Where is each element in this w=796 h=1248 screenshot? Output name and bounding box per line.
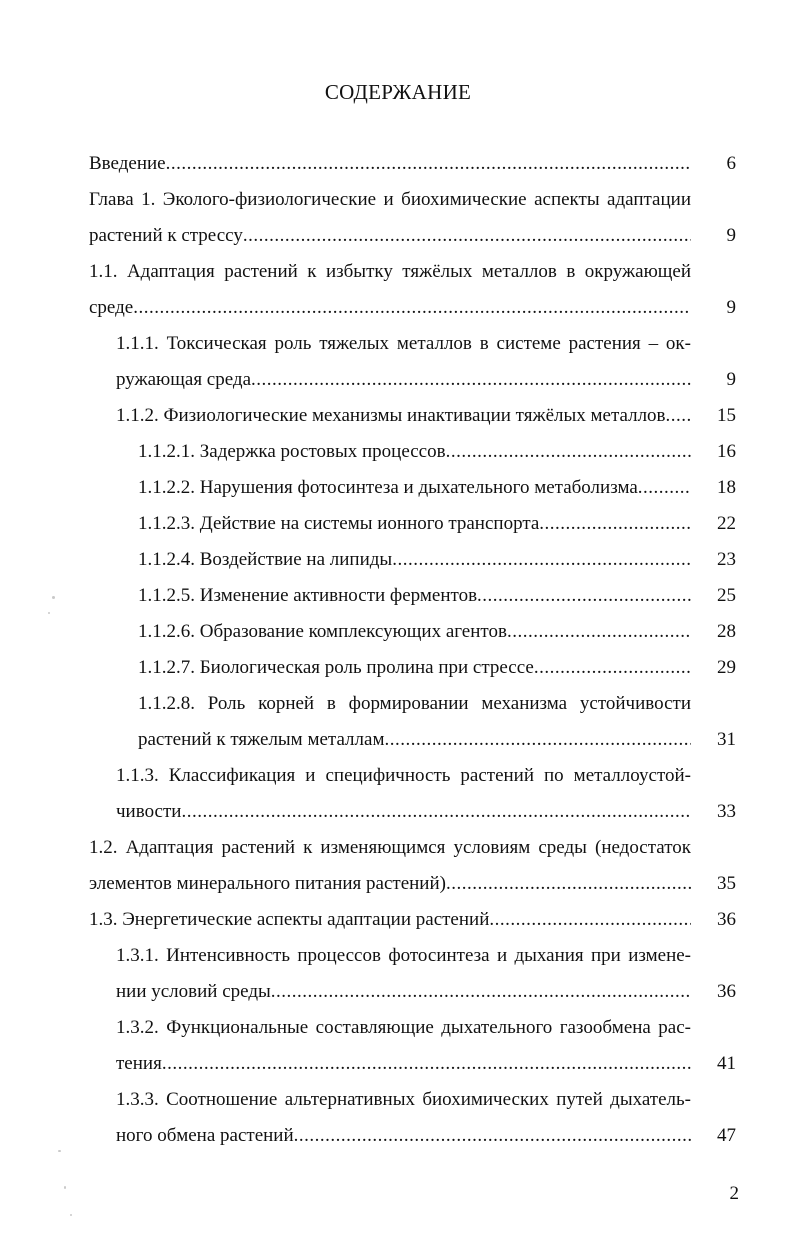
toc-entry-page: 29	[717, 657, 736, 678]
toc-entry-text: 1.1.2.5. Изменение активности ферментов	[138, 585, 478, 606]
toc-leader-dots	[243, 218, 691, 254]
toc-entry-continuation	[0, 722, 796, 758]
toc-leader-dots	[294, 1118, 691, 1154]
toc-entry-text: 1.1.2. Физиологические механизмы инактивации тяжёлых металлов	[116, 405, 666, 426]
toc-entry-text: ного обмена растений	[116, 1125, 294, 1146]
toc-leader-dots	[162, 1046, 691, 1082]
toc-entry	[0, 1010, 796, 1046]
toc-entry-text: растений к тяжелым металлам	[138, 729, 385, 750]
page-number: 2	[729, 1183, 739, 1204]
toc-entry-continuation	[0, 866, 796, 902]
toc-entry-page: 18	[717, 477, 736, 498]
toc-entry-page: 35	[717, 873, 736, 894]
toc-entry	[0, 434, 796, 470]
toc-entry-continuation	[0, 1118, 796, 1154]
toc-entry	[0, 542, 796, 578]
toc-entry-page: 23	[717, 549, 736, 570]
toc-leader-dots	[251, 362, 691, 398]
table-of-contents	[0, 146, 796, 1154]
toc-entry-page: 9	[726, 297, 736, 318]
scan-speck	[48, 612, 50, 614]
toc-entry-text: 1.1. Адаптация растений к избытку тяжёлых металлов в окружающей	[89, 261, 691, 282]
toc-entry-text: Глава 1. Эколого-физиологические и биохимические аспекты адаптации	[89, 189, 691, 210]
toc-entry-continuation	[0, 290, 796, 326]
toc-entry-page: 41	[717, 1053, 736, 1074]
scan-speck	[64, 1186, 66, 1189]
toc-entry-text: 1.3.3. Соотношение альтернативных биохимических путей дыхатель-	[116, 1089, 691, 1110]
toc-entry-text: Введение	[89, 153, 166, 174]
toc-entry-page: 15	[717, 405, 736, 426]
toc-entry-text: 1.1.2.6. Образование комплексующих агентов	[138, 621, 507, 642]
toc-entry-page: 36	[717, 909, 736, 930]
toc-entry	[0, 326, 796, 362]
toc-leader-dots	[384, 722, 691, 758]
toc-entry-text: 1.2. Адаптация растений к изменяющимся условиям среды (недостаток	[89, 837, 691, 858]
toc-entry	[0, 182, 796, 218]
scan-speck	[52, 596, 55, 599]
toc-entry-text: ружающая среда	[116, 369, 252, 390]
toc-entry-text: тения	[116, 1053, 162, 1074]
toc-entry-text: 1.1.1. Токсическая роль тяжелых металлов в системе растения – ок-	[116, 333, 691, 354]
toc-entry-page: 9	[726, 369, 736, 390]
toc-entry-text: 1.3. Энергетические аспекты адаптации растений	[89, 909, 490, 930]
toc-entry-text: 1.1.3. Классификация и специфичность растений по металлоустой-	[116, 765, 691, 786]
toc-entry	[0, 1082, 796, 1118]
scan-speck	[70, 1214, 72, 1216]
toc-leader-dots	[133, 290, 691, 326]
toc-entry	[0, 686, 796, 722]
toc-entry-page: 22	[717, 513, 736, 534]
toc-entry-text: 1.1.2.2. Нарушения фотосинтеза и дыхательного метаболизма	[138, 477, 638, 498]
toc-entry	[0, 578, 796, 614]
toc-entry	[0, 470, 796, 506]
toc-entry	[0, 614, 796, 650]
toc-leader-dots	[539, 506, 691, 542]
toc-entry-text: нии условий среды	[116, 981, 271, 1002]
toc-entry	[0, 902, 796, 938]
toc-leader-dots	[638, 470, 691, 506]
toc-entry-continuation	[0, 794, 796, 830]
toc-entry-page: 25	[717, 585, 736, 606]
toc-entry-text: 1.1.2.7. Биологическая роль пролина при стрессе	[138, 657, 534, 678]
toc-entry-page: 6	[726, 153, 736, 174]
toc-entry-page: 28	[717, 621, 736, 642]
toc-entry-page: 9	[726, 225, 736, 246]
toc-leader-dots	[477, 578, 691, 614]
toc-leader-dots	[271, 974, 691, 1010]
toc-entry-text: элементов минерального питания растений)	[89, 873, 446, 894]
toc-entry	[0, 254, 796, 290]
toc-entry-text: среде	[89, 297, 134, 318]
toc-entry-text: 1.1.2.3. Действие на системы ионного транспорта	[138, 513, 540, 534]
scan-speck	[58, 1150, 61, 1152]
toc-entry-page: 36	[717, 981, 736, 1002]
toc-entry-text: чивости	[116, 801, 182, 822]
toc-entry	[0, 938, 796, 974]
toc-entry-text: 1.3.1. Интенсивность процессов фотосинтеза и дыхания при измене-	[116, 945, 691, 966]
toc-entry-continuation	[0, 362, 796, 398]
toc-entry-text: 1.1.2.4. Воздействие на липиды	[138, 549, 393, 570]
toc-entry-text: 1.3.2. Функциональные составляющие дыхательного газообмена рас-	[116, 1017, 691, 1038]
toc-entry-continuation	[0, 1046, 796, 1082]
toc-entry-text: растений к стрессу	[89, 225, 243, 246]
toc-entry-page: 33	[717, 801, 736, 822]
toc-leader-dots	[446, 434, 691, 470]
toc-entry-continuation	[0, 218, 796, 254]
toc-entry	[0, 398, 796, 434]
toc-entry	[0, 650, 796, 686]
toc-leader-dots	[166, 146, 691, 182]
toc-entry	[0, 758, 796, 794]
toc-leader-dots	[666, 398, 691, 434]
toc-leader-dots	[181, 794, 691, 830]
toc-leader-dots	[534, 650, 691, 686]
toc-leader-dots	[507, 614, 691, 650]
toc-entry	[0, 146, 796, 182]
toc-leader-dots	[489, 902, 691, 938]
toc-entry-continuation	[0, 974, 796, 1010]
toc-entry-text: 1.1.2.8. Роль корней в формировании механизма устойчивости	[138, 693, 691, 714]
page-title: СОДЕРЖАНИЕ	[324, 80, 472, 104]
toc-entry-page: 31	[717, 729, 736, 750]
toc-leader-dots	[392, 542, 691, 578]
toc-leader-dots	[446, 866, 691, 902]
toc-entry-text: 1.1.2.1. Задержка ростовых процессов	[138, 441, 446, 462]
toc-entry-page: 47	[717, 1125, 736, 1146]
toc-entry-page: 16	[717, 441, 736, 462]
toc-entry	[0, 830, 796, 866]
toc-entry	[0, 506, 796, 542]
